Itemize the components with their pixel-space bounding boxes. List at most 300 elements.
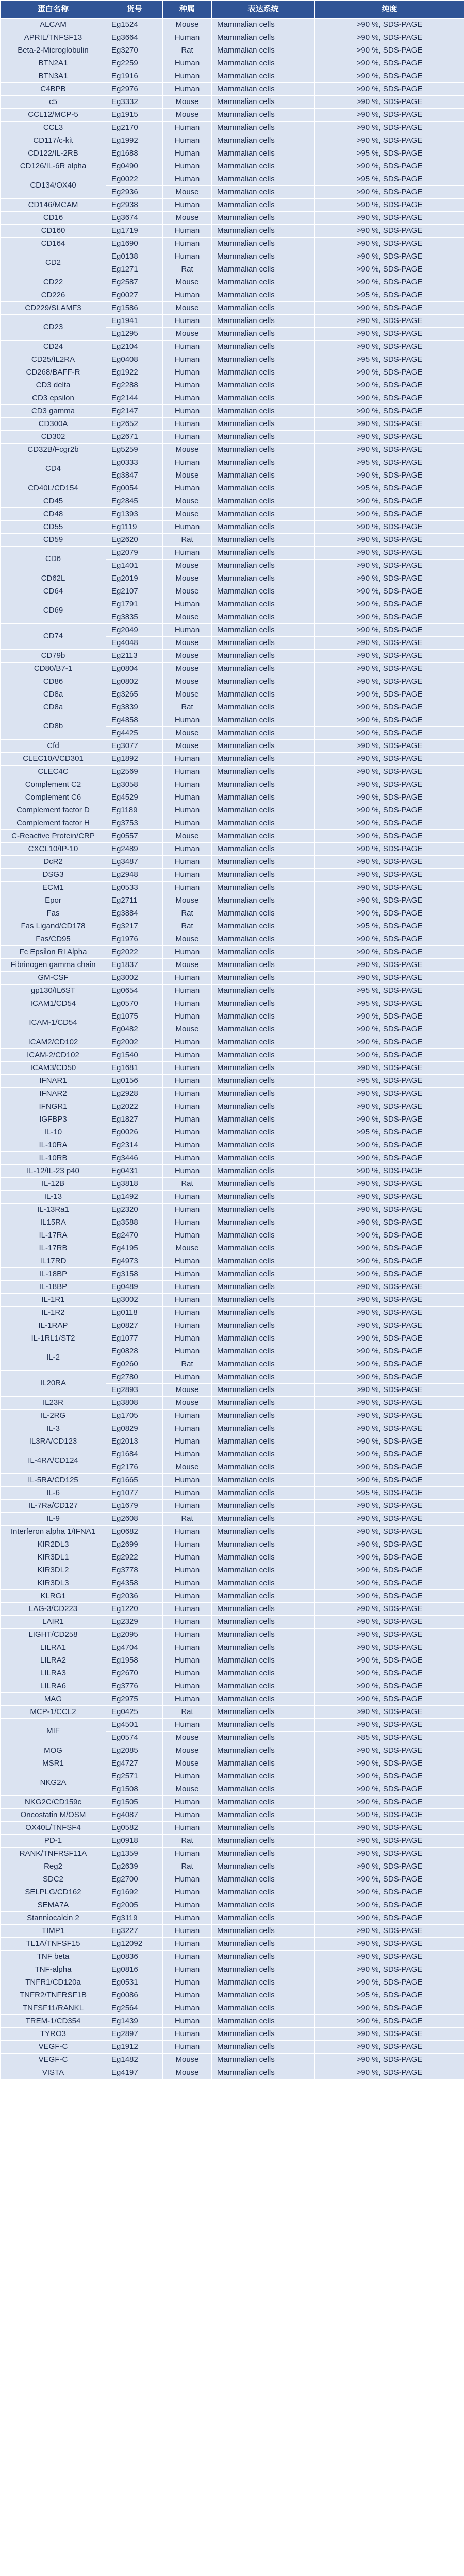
expression-system-cell: Mammalian cells <box>212 1178 315 1191</box>
table-row <box>1 1049 464 1062</box>
purity-cell: >90 %, SDS-PAGE <box>315 186 464 199</box>
purity-cell: >90 %, SDS-PAGE <box>315 1513 464 1526</box>
catalog-number-cell: Eg0829 <box>106 1422 163 1435</box>
table-row <box>1 624 464 637</box>
protein-name-cell: CD134/OX40 <box>1 173 106 199</box>
protein-name-cell: IL-9 <box>1 1513 106 1526</box>
table-row <box>1 1835 464 1848</box>
table-row <box>1 2066 464 2079</box>
catalog-number-cell: Eg1719 <box>106 225 163 238</box>
protein-name-cell: IL-2 <box>1 1345 106 1371</box>
table-row <box>1 1255 464 1268</box>
species-cell: Mouse <box>163 2066 212 2079</box>
purity-cell: >90 %, SDS-PAGE <box>315 766 464 778</box>
catalog-number-cell: Eg0027 <box>106 289 163 302</box>
purity-cell: >90 %, SDS-PAGE <box>315 70 464 83</box>
catalog-number-cell: Eg4858 <box>106 714 163 727</box>
table-row <box>1 1448 464 1461</box>
protein-name-cell: IL-1RAP <box>1 1319 106 1332</box>
table-row <box>1 972 464 985</box>
protein-name-cell: IL15RA <box>1 1216 106 1229</box>
expression-system-cell: Mammalian cells <box>212 1422 315 1435</box>
purity-cell: >90 %, SDS-PAGE <box>315 714 464 727</box>
catalog-number-cell: Eg2489 <box>106 843 163 856</box>
protein-name-cell: CD3 gamma <box>1 405 106 418</box>
purity-cell: >95 %, SDS-PAGE <box>315 456 464 469</box>
purity-cell: >90 %, SDS-PAGE <box>315 1551 464 1564</box>
catalog-number-cell: Eg0489 <box>106 1281 163 1294</box>
protein-name-cell: ICAM3/CD50 <box>1 1062 106 1075</box>
protein-name-cell: KLRG1 <box>1 1590 106 1603</box>
protein-name-cell: CD146/MCAM <box>1 199 106 212</box>
protein-name-cell: NKG2A <box>1 1770 106 1796</box>
table-row <box>1 1951 464 1963</box>
catalog-number-cell: Eg2670 <box>106 1667 163 1680</box>
table-row <box>1 96 464 109</box>
purity-cell: >95 %, SDS-PAGE <box>315 1487 464 1500</box>
species-cell: Mouse <box>163 585 212 598</box>
expression-system-cell: Mammalian cells <box>212 263 315 276</box>
catalog-number-cell: Eg0333 <box>106 456 163 469</box>
purity-cell: >95 %, SDS-PAGE <box>315 482 464 495</box>
purity-cell: >90 %, SDS-PAGE <box>315 1152 464 1165</box>
purity-cell: >90 %, SDS-PAGE <box>315 1822 464 1835</box>
protein-name-cell: Fas <box>1 907 106 920</box>
catalog-number-cell: Eg1508 <box>106 1783 163 1796</box>
expression-system-cell: Mammalian cells <box>212 444 315 456</box>
species-cell: Mouse <box>163 1384 212 1397</box>
species-cell: Human <box>163 83 212 96</box>
expression-system-cell: Mammalian cells <box>212 920 315 933</box>
species-cell: Mouse <box>163 302 212 315</box>
expression-system-cell: Mammalian cells <box>212 1049 315 1062</box>
species-cell: Rat <box>163 263 212 276</box>
purity-cell: >90 %, SDS-PAGE <box>315 2066 464 2079</box>
purity-cell: >90 %, SDS-PAGE <box>315 263 464 276</box>
purity-cell: >90 %, SDS-PAGE <box>315 624 464 637</box>
catalog-number-cell: Eg2569 <box>106 766 163 778</box>
table-row <box>1 199 464 212</box>
catalog-number-cell: Eg1524 <box>106 19 163 31</box>
table-row <box>1 1152 464 1165</box>
protein-name-cell: TNFR2/TNFRSF1B <box>1 1989 106 2002</box>
catalog-number-cell: Eg4529 <box>106 791 163 804</box>
expression-system-cell: Mammalian cells <box>212 431 315 444</box>
purity-cell: >90 %, SDS-PAGE <box>315 1062 464 1075</box>
table-row <box>1 1603 464 1616</box>
species-cell: Mouse <box>163 2054 212 2066</box>
table-row <box>1 289 464 302</box>
table-header <box>1 1 464 19</box>
purity-cell: >90 %, SDS-PAGE <box>315 1191 464 1204</box>
expression-system-cell: Mammalian cells <box>212 2041 315 2054</box>
expression-system-cell: Mammalian cells <box>212 2028 315 2041</box>
protein-name-cell: IL-18BP <box>1 1281 106 1294</box>
catalog-number-cell: Eg2329 <box>106 1616 163 1629</box>
expression-system-cell: Mammalian cells <box>212 714 315 727</box>
protein-name-cell: CD80/B7-1 <box>1 663 106 675</box>
protein-name-cell: CD4 <box>1 456 106 482</box>
expression-system-cell: Mammalian cells <box>212 1345 315 1358</box>
protein-name-cell: CCL12/MCP-5 <box>1 109 106 122</box>
expression-system-cell: Mammalian cells <box>212 1268 315 1281</box>
table-row <box>1 1719 464 1732</box>
purity-cell: >90 %, SDS-PAGE <box>315 44 464 57</box>
purity-cell: >90 %, SDS-PAGE <box>315 1693 464 1706</box>
purity-cell: >90 %, SDS-PAGE <box>315 1886 464 1899</box>
purity-cell: >90 %, SDS-PAGE <box>315 534 464 547</box>
purity-cell: >90 %, SDS-PAGE <box>315 1603 464 1616</box>
catalog-number-cell: Eg1439 <box>106 2015 163 2028</box>
species-cell: Human <box>163 2002 212 2015</box>
catalog-number-cell: Eg4195 <box>106 1242 163 1255</box>
species-cell: Human <box>163 456 212 469</box>
expression-system-cell: Mammalian cells <box>212 1152 315 1165</box>
purity-cell: >90 %, SDS-PAGE <box>315 1113 464 1126</box>
table-row <box>1 1088 464 1100</box>
table-row <box>1 572 464 585</box>
protein-name-cell: IL-2RG <box>1 1410 106 1422</box>
species-cell: Mouse <box>163 186 212 199</box>
species-cell: Human <box>163 1500 212 1513</box>
species-cell: Human <box>163 1809 212 1822</box>
protein-name-cell: c5 <box>1 96 106 109</box>
protein-name-cell: CXCL10/IP-10 <box>1 843 106 856</box>
catalog-number-cell: Eg1492 <box>106 1191 163 1204</box>
expression-system-cell: Mammalian cells <box>212 1706 315 1719</box>
species-cell: Human <box>163 289 212 302</box>
protein-name-cell: CD32B/Fcgr2b <box>1 444 106 456</box>
protein-name-cell: IL-13 <box>1 1191 106 1204</box>
catalog-number-cell: Eg1271 <box>106 263 163 276</box>
purity-cell: >90 %, SDS-PAGE <box>315 688 464 701</box>
catalog-number-cell: Eg1791 <box>106 598 163 611</box>
catalog-number-cell: Eg2022 <box>106 1100 163 1113</box>
purity-cell: >90 %, SDS-PAGE <box>315 1912 464 1925</box>
species-cell: Human <box>163 1049 212 1062</box>
catalog-number-cell: Eg1220 <box>106 1603 163 1616</box>
table-row <box>1 1487 464 1500</box>
expression-system-cell: Mammalian cells <box>212 1757 315 1770</box>
table-row <box>1 482 464 495</box>
table-row <box>1 44 464 57</box>
expression-system-cell: Mammalian cells <box>212 1616 315 1629</box>
expression-system-cell: Mammalian cells <box>212 830 315 843</box>
species-cell: Mouse <box>163 959 212 972</box>
expression-system-cell: Mammalian cells <box>212 1307 315 1319</box>
purity-cell: >90 %, SDS-PAGE <box>315 2054 464 2066</box>
catalog-number-cell: Eg1922 <box>106 366 163 379</box>
purity-cell: >90 %, SDS-PAGE <box>315 1461 464 1474</box>
protein-name-cell: SELPLG/CD162 <box>1 1886 106 1899</box>
catalog-number-cell: Eg2320 <box>106 1204 163 1216</box>
species-cell: Rat <box>163 907 212 920</box>
table-row <box>1 714 464 727</box>
species-cell: Human <box>163 122 212 134</box>
purity-cell: >90 %, SDS-PAGE <box>315 238 464 250</box>
expression-system-cell: Mammalian cells <box>212 1075 315 1088</box>
table-row <box>1 675 464 688</box>
expression-system-cell: Mammalian cells <box>212 1951 315 1963</box>
expression-system-cell: Mammalian cells <box>212 1835 315 1848</box>
table-row <box>1 238 464 250</box>
purity-cell: >90 %, SDS-PAGE <box>315 1281 464 1294</box>
expression-system-cell: Mammalian cells <box>212 1680 315 1693</box>
table-row <box>1 1010 464 1023</box>
species-cell: Mouse <box>163 1744 212 1757</box>
catalog-number-cell: Eg2620 <box>106 534 163 547</box>
expression-system-cell: Mammalian cells <box>212 225 315 238</box>
species-cell: Human <box>163 1036 212 1049</box>
table-row <box>1 1319 464 1332</box>
catalog-number-cell: Eg0054 <box>106 482 163 495</box>
protein-name-cell: gp130/IL6ST <box>1 985 106 997</box>
protein-name-cell: IL-17RA <box>1 1229 106 1242</box>
catalog-number-cell: Eg2936 <box>106 186 163 199</box>
protein-name-cell: Fc Epsilon RI Alpha <box>1 946 106 959</box>
expression-system-cell: Mammalian cells <box>212 753 315 766</box>
purity-cell: >90 %, SDS-PAGE <box>315 1835 464 1848</box>
purity-cell: >90 %, SDS-PAGE <box>315 637 464 650</box>
table-row <box>1 2028 464 2041</box>
table-row <box>1 1860 464 1873</box>
purity-cell: >90 %, SDS-PAGE <box>315 1526 464 1538</box>
protein-name-cell: CD302 <box>1 431 106 444</box>
species-cell: Mouse <box>163 328 212 341</box>
expression-system-cell: Mammalian cells <box>212 534 315 547</box>
expression-system-cell: Mammalian cells <box>212 1770 315 1783</box>
purity-cell: >90 %, SDS-PAGE <box>315 109 464 122</box>
catalog-number-cell: Eg0827 <box>106 1319 163 1332</box>
purity-cell: >90 %, SDS-PAGE <box>315 199 464 212</box>
purity-cell: >90 %, SDS-PAGE <box>315 933 464 946</box>
expression-system-cell: Mammalian cells <box>212 19 315 31</box>
protein-name-cell: CD16 <box>1 212 106 225</box>
table-row <box>1 1680 464 1693</box>
species-cell: Human <box>163 1268 212 1281</box>
expression-system-cell: Mammalian cells <box>212 379 315 392</box>
species-cell: Human <box>163 1165 212 1178</box>
purity-cell: >90 %, SDS-PAGE <box>315 1358 464 1371</box>
species-cell: Rat <box>163 1835 212 1848</box>
expression-system-cell: Mammalian cells <box>212 1255 315 1268</box>
table-row <box>1 1410 464 1422</box>
catalog-number-cell: Eg1992 <box>106 134 163 147</box>
protein-name-cell: IL17RD <box>1 1255 106 1268</box>
expression-system-cell: Mammalian cells <box>212 1010 315 1023</box>
protein-name-cell: CCL3 <box>1 122 106 134</box>
catalog-number-cell: Eg3818 <box>106 1178 163 1191</box>
species-cell: Mouse <box>163 740 212 753</box>
protein-name-cell: Oncostatin M/OSM <box>1 1809 106 1822</box>
protein-name-cell: IFNAR1 <box>1 1075 106 1088</box>
expression-system-cell: Mammalian cells <box>212 1319 315 1332</box>
catalog-number-cell: Eg2571 <box>106 1770 163 1783</box>
purity-cell: >90 %, SDS-PAGE <box>315 1294 464 1307</box>
species-cell: Mouse <box>163 650 212 663</box>
species-cell: Human <box>163 1474 212 1487</box>
purity-cell: >90 %, SDS-PAGE <box>315 946 464 959</box>
expression-system-cell: Mammalian cells <box>212 701 315 714</box>
species-cell: Human <box>163 882 212 894</box>
expression-system-cell: Mammalian cells <box>212 856 315 869</box>
catalog-number-cell: Eg3270 <box>106 44 163 57</box>
species-cell: Human <box>163 225 212 238</box>
table-row <box>1 2054 464 2066</box>
catalog-number-cell: Eg3002 <box>106 972 163 985</box>
purity-cell: >90 %, SDS-PAGE <box>315 560 464 572</box>
purity-cell: >90 %, SDS-PAGE <box>315 1976 464 1989</box>
protein-name-cell: CD8a <box>1 701 106 714</box>
species-cell: Human <box>163 1925 212 1938</box>
catalog-number-cell: Eg3753 <box>106 817 163 830</box>
purity-cell: >90 %, SDS-PAGE <box>315 1178 464 1191</box>
species-cell: Human <box>163 379 212 392</box>
purity-cell: >90 %, SDS-PAGE <box>315 1139 464 1152</box>
purity-cell: >90 %, SDS-PAGE <box>315 1332 464 1345</box>
protein-name-cell: KIR3DL3 <box>1 1577 106 1590</box>
purity-cell: >90 %, SDS-PAGE <box>315 134 464 147</box>
protein-name-cell: CD59 <box>1 534 106 547</box>
purity-cell: >90 %, SDS-PAGE <box>315 817 464 830</box>
table-row <box>1 83 464 96</box>
purity-cell: >90 %, SDS-PAGE <box>315 1564 464 1577</box>
table-row <box>1 907 464 920</box>
species-cell: Mouse <box>163 495 212 508</box>
expression-system-cell: Mammalian cells <box>212 508 315 521</box>
expression-system-cell: Mammalian cells <box>212 57 315 70</box>
table-row <box>1 1281 464 1294</box>
species-cell: Human <box>163 1139 212 1152</box>
purity-cell: >90 %, SDS-PAGE <box>315 1229 464 1242</box>
table-row <box>1 19 464 31</box>
catalog-number-cell: Eg2049 <box>106 624 163 637</box>
species-cell: Human <box>163 1667 212 1680</box>
species-cell: Human <box>163 1577 212 1590</box>
purity-cell: >90 %, SDS-PAGE <box>315 83 464 96</box>
species-cell: Human <box>163 1564 212 1577</box>
species-cell: Human <box>163 1216 212 1229</box>
species-cell: Human <box>163 1899 212 1912</box>
expression-system-cell: Mammalian cells <box>212 495 315 508</box>
catalog-number-cell: Eg0531 <box>106 1976 163 1989</box>
species-cell: Human <box>163 418 212 431</box>
species-cell: Mouse <box>163 1461 212 1474</box>
table-row <box>1 959 464 972</box>
catalog-number-cell: Eg4425 <box>106 727 163 740</box>
catalog-number-cell: Eg4087 <box>106 1809 163 1822</box>
table-row <box>1 1191 464 1204</box>
species-cell: Human <box>163 791 212 804</box>
expression-system-cell: Mammalian cells <box>212 1809 315 1822</box>
catalog-number-cell: Eg3332 <box>106 96 163 109</box>
protein-name-cell: CD64 <box>1 585 106 598</box>
purity-cell: >90 %, SDS-PAGE <box>315 31 464 44</box>
protein-name-cell: CD164 <box>1 238 106 250</box>
purity-cell: >90 %, SDS-PAGE <box>315 675 464 688</box>
table-row <box>1 147 464 160</box>
table-row <box>1 1886 464 1899</box>
species-cell: Mouse <box>163 830 212 843</box>
expression-system-cell: Mammalian cells <box>212 624 315 637</box>
protein-name-cell: ICAM1/CD54 <box>1 997 106 1010</box>
table-row <box>1 585 464 598</box>
species-cell: Mouse <box>163 663 212 675</box>
expression-system-cell: Mammalian cells <box>212 1860 315 1873</box>
table-row <box>1 212 464 225</box>
purity-cell: >90 %, SDS-PAGE <box>315 830 464 843</box>
catalog-number-cell: Eg3778 <box>106 1564 163 1577</box>
expression-system-cell: Mammalian cells <box>212 985 315 997</box>
species-cell: Human <box>163 1113 212 1126</box>
purity-cell: >90 %, SDS-PAGE <box>315 778 464 791</box>
table-row <box>1 1551 464 1564</box>
purity-cell: >90 %, SDS-PAGE <box>315 856 464 869</box>
species-cell: Human <box>163 1886 212 1899</box>
species-cell: Human <box>163 1152 212 1165</box>
table-row <box>1 663 464 675</box>
table-row <box>1 843 464 856</box>
catalog-number-cell: Eg1295 <box>106 328 163 341</box>
table-row <box>1 1229 464 1242</box>
catalog-number-cell: Eg1189 <box>106 804 163 817</box>
expression-system-cell: Mammalian cells <box>212 547 315 560</box>
expression-system-cell: Mammalian cells <box>212 1732 315 1744</box>
protein-name-cell: CD126/IL-6R alpha <box>1 160 106 173</box>
catalog-number-cell: Eg2170 <box>106 122 163 134</box>
species-cell: Mouse <box>163 19 212 31</box>
expression-system-cell: Mammalian cells <box>212 199 315 212</box>
expression-system-cell: Mammalian cells <box>212 1538 315 1551</box>
protein-name-cell: CLEC4C <box>1 766 106 778</box>
purity-cell: >90 %, SDS-PAGE <box>315 1435 464 1448</box>
expression-system-cell: Mammalian cells <box>212 1873 315 1886</box>
purity-cell: >90 %, SDS-PAGE <box>315 341 464 353</box>
table-row <box>1 778 464 791</box>
table-row <box>1 1422 464 1435</box>
catalog-number-cell: Eg1393 <box>106 508 163 521</box>
purity-cell: >90 %, SDS-PAGE <box>315 1809 464 1822</box>
catalog-number-cell: Eg2022 <box>106 946 163 959</box>
table-row <box>1 946 464 959</box>
catalog-number-cell: Eg4358 <box>106 1577 163 1590</box>
expression-system-cell: Mammalian cells <box>212 1139 315 1152</box>
species-cell: Human <box>163 160 212 173</box>
species-cell: Human <box>163 1487 212 1500</box>
catalog-number-cell: Eg0828 <box>106 1345 163 1358</box>
purity-cell: >90 %, SDS-PAGE <box>315 328 464 341</box>
protein-name-cell: IL-10RB <box>1 1152 106 1165</box>
catalog-number-cell: Eg0408 <box>106 353 163 366</box>
protein-name-cell: Complement factor H <box>1 817 106 830</box>
header-protein-name: 蛋白名称 <box>1 1 106 19</box>
expression-system-cell: Mammalian cells <box>212 843 315 856</box>
purity-cell: >90 %, SDS-PAGE <box>315 1500 464 1513</box>
expression-system-cell: Mammalian cells <box>212 2054 315 2066</box>
expression-system-cell: Mammalian cells <box>212 817 315 830</box>
table-row <box>1 392 464 405</box>
purity-cell: >90 %, SDS-PAGE <box>315 1216 464 1229</box>
catalog-number-cell: Eg1482 <box>106 2054 163 2066</box>
catalog-number-cell: Eg4727 <box>106 1757 163 1770</box>
protein-name-cell: ECM1 <box>1 882 106 894</box>
expression-system-cell: Mammalian cells <box>212 598 315 611</box>
catalog-number-cell: Eg2144 <box>106 392 163 405</box>
table-body <box>1 19 464 2079</box>
species-cell: Human <box>163 1435 212 1448</box>
table-row <box>1 688 464 701</box>
protein-name-cell: ICAM2/CD102 <box>1 1036 106 1049</box>
